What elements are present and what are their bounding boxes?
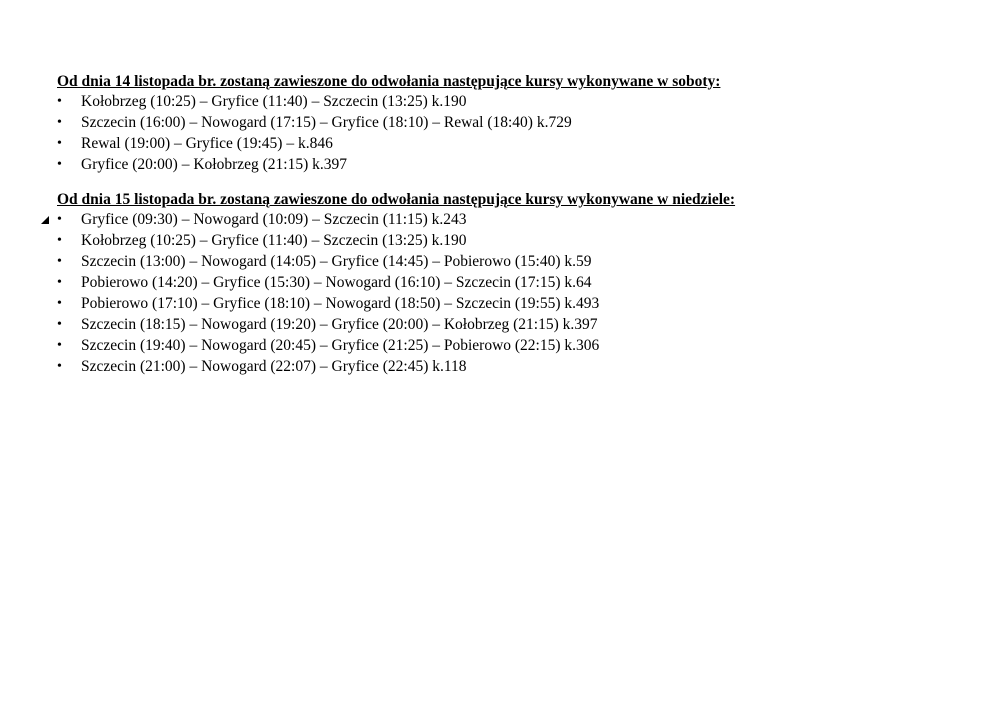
list-item — [57, 209, 957, 230]
route-text: Pobierowo (17:10) – Gryfice (18:10) – Nowogard (18:50) – Szczecin (19:55) k.493 — [81, 295, 600, 312]
bullet-icon: • — [57, 94, 62, 109]
bullet-icon: • — [57, 359, 62, 374]
list-item — [57, 272, 957, 293]
bullet-icon: • — [57, 212, 62, 227]
section-saturday — [57, 72, 957, 175]
list-item — [57, 91, 957, 112]
bullet-icon: • — [57, 254, 62, 269]
bullet-icon: • — [57, 317, 62, 332]
route-list — [57, 91, 957, 175]
section-sunday — [57, 190, 957, 377]
route-text: Szczecin (19:40) – Nowogard (20:45) – Gryfice (21:25) – Pobierowo (22:15) k.306 — [81, 337, 600, 354]
route-text: Pobierowo (14:20) – Gryfice (15:30) – Nowogard (16:10) – Szczecin (17:15) k.64 — [81, 274, 592, 291]
list-item — [57, 314, 957, 335]
list-item — [57, 293, 957, 314]
route-text: Kołobrzeg (10:25) – Gryfice (11:40) – Szczecin (13:25) k.190 — [81, 93, 467, 110]
route-text: Kołobrzeg (10:25) – Gryfice (11:40) – Szczecin (13:25) k.190 — [81, 232, 467, 249]
route-text: Szczecin (16:00) – Nowogard (17:15) – Gryfice (18:10) – Rewal (18:40) k.729 — [81, 114, 572, 131]
section-heading: Od dnia 14 listopada br. zostaną zawieszone do odwołania następujące kursy wykonywane w soboty: — [57, 73, 721, 90]
bullet-icon: • — [57, 115, 62, 130]
route-text: Gryfice (09:30) – Nowogard (10:09) – Szczecin (11:15) k.243 — [81, 211, 467, 228]
route-text: Rewal (19:00) – Gryfice (19:45) – k.846 — [81, 135, 333, 152]
bullet-icon: • — [57, 275, 62, 290]
list-item — [57, 356, 957, 377]
collapse-triangle-icon[interactable] — [41, 216, 49, 224]
route-list — [57, 209, 957, 377]
bullet-icon: • — [57, 296, 62, 311]
route-text: Szczecin (21:00) – Nowogard (22:07) – Gryfice (22:45) k.118 — [81, 358, 467, 375]
document-body — [57, 72, 957, 377]
list-item — [57, 154, 957, 175]
list-item — [57, 251, 957, 272]
section-heading: Od dnia 15 listopada br. zostaną zawieszone do odwołania następujące kursy wykonywane w niedziele: — [57, 191, 736, 208]
list-item — [57, 133, 957, 154]
list-item — [57, 112, 957, 133]
bullet-icon: • — [57, 136, 62, 151]
route-text: Gryfice (20:00) – Kołobrzeg (21:15) k.397 — [81, 156, 348, 173]
bullet-icon: • — [57, 157, 62, 172]
bullet-icon: • — [57, 233, 62, 248]
bullet-icon: • — [57, 338, 62, 353]
list-item — [57, 230, 957, 251]
route-text: Szczecin (13:00) – Nowogard (14:05) – Gryfice (14:45) – Pobierowo (15:40) k.59 — [81, 253, 592, 270]
route-text: Szczecin (18:15) – Nowogard (19:20) – Gryfice (20:00) – Kołobrzeg (21:15) k.397 — [81, 316, 598, 333]
list-item — [57, 335, 957, 356]
